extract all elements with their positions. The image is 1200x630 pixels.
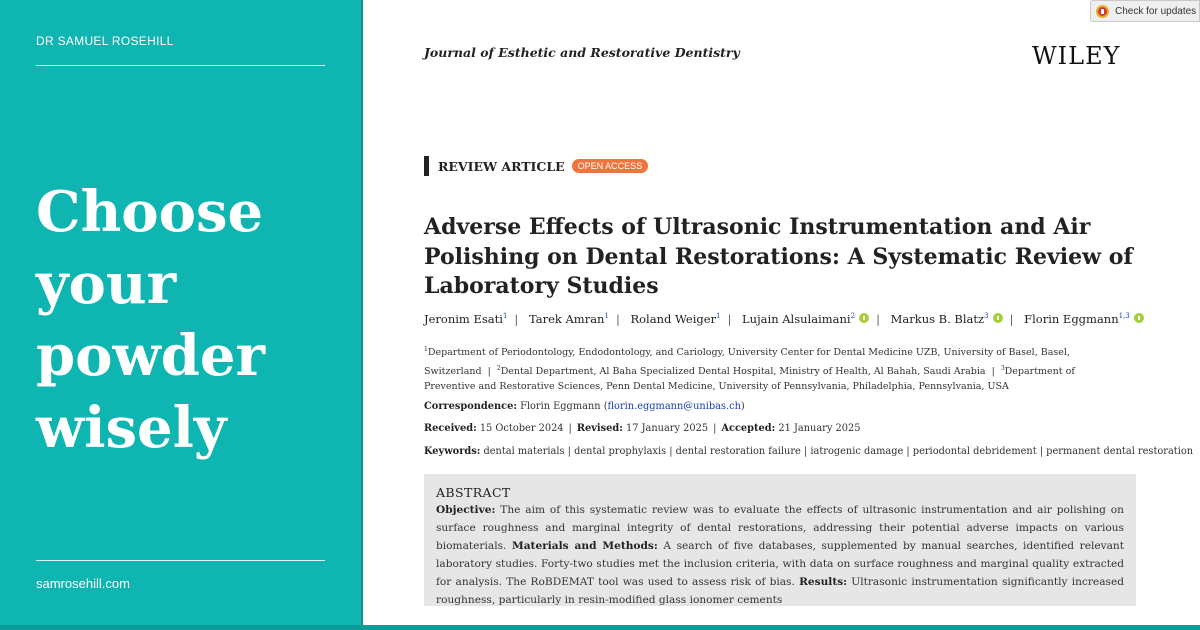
correspondence: Correspondence: Florin Eggmann (florin.eggmann@unibas.ch) — [424, 401, 745, 412]
abstract-heading: ABSTRACT — [436, 485, 511, 500]
author[interactable]: Lujain Alsulaimani$^2$ — [742, 312, 869, 326]
check-updates-label: Check for updates — [1115, 5, 1197, 17]
author[interactable]: Markus B. Blatz$^3$ — [891, 312, 1003, 326]
article-type — [424, 156, 648, 176]
orcid-icon[interactable] — [859, 313, 869, 323]
top-rule — [36, 65, 325, 66]
affiliations: $^1$Department of Periodontology, Endodontology, and Cariology, University Center for Dental Medicine UZB, University of Basel, Basel, Switzerland | $^2$Dental Department, Al Baha Specialized Dental Hospital, Ministry of Health, Al Bahah, Saudi Arabia | $^3$Department of Preventive and Restorative Sciences, Penn Dental Medicine, University of Pennsylvania, Philadelphia, Pennsylvania, USA — [424, 346, 1075, 392]
bottom-rule — [36, 560, 325, 561]
publisher-logo: WILEY — [1032, 42, 1121, 70]
orcid-icon[interactable] — [993, 313, 1003, 323]
author-list: Jeronim Esati$^1$ | Tarek Amran$^1$ | Roland Weiger$^1$ | Lujain Alsulaimani$^2$ | Markus B. Blatz$^3$ | Florin Eggmann$^{1,3}$ — [424, 312, 1144, 326]
panel-divider — [361, 0, 363, 630]
author[interactable]: Tarek Amran$^1$ — [528, 312, 609, 326]
abstract-box — [424, 474, 1136, 606]
author[interactable]: Florin Eggmann$^{1,3}$ — [1024, 312, 1144, 326]
paper-title: Adverse Effects of Ultrasonic Instrumentation and Air Polishing on Dental Restorations: A Systematic Review of Laboratory Studies — [424, 214, 1133, 299]
abstract-text: Objective: The aim of this systematic review was to evaluate the effects of ultrasonic instrumentation and air polishing on surface roughness and marginal integrity of dental restorations, addressing their potential adverse impacts on various biomaterials. Materials and Methods: A search of five databases, supplemented by manual searches, identified relevant laboratory studies. Forty-two studies met the inclusion criteria, with data on surface roughness and marginal quality extracted for analysis. The RoBDEMAT tool was used to assess risk of bias. Results: Ultrasonic instrumentation significantly increased roughness, particularly in resin-modified glass ionomer cements — [436, 504, 1125, 606]
promo-panel — [0, 0, 361, 630]
open-access-badge: OPEN ACCESS — [572, 159, 649, 173]
keywords: Keywords: dental materials | dental prophylaxis | dental restoration failure | iatrogenic damage | periodontal debridement | permanent dental restoration — [424, 446, 1194, 457]
journal-name: Journal of Esthetic and Restorative Dentistry — [424, 45, 740, 60]
author[interactable]: Jeronim Esati$^1$ — [424, 312, 508, 326]
article-dates: Received: 15 October 2024 | Revised: 17 January 2025 | Accepted: 21 January 2025 — [424, 423, 861, 434]
crossmark-icon — [1096, 5, 1109, 18]
correspondence-email-link[interactable]: florin.eggmann@unibas.ch — [607, 401, 741, 412]
bottom-bar — [0, 625, 1200, 630]
headline: Choose your powder wisely — [36, 179, 266, 461]
check-updates-button[interactable] — [1090, 0, 1200, 22]
author[interactable]: Roland Weiger$^1$ — [630, 312, 721, 326]
author-name: DR SAMUEL ROSEHILL — [36, 34, 174, 48]
article-type-label: REVIEW ARTICLE — [438, 158, 565, 174]
site-url[interactable]: samrosehill.com — [36, 576, 130, 591]
orcid-icon[interactable] — [1134, 313, 1144, 323]
